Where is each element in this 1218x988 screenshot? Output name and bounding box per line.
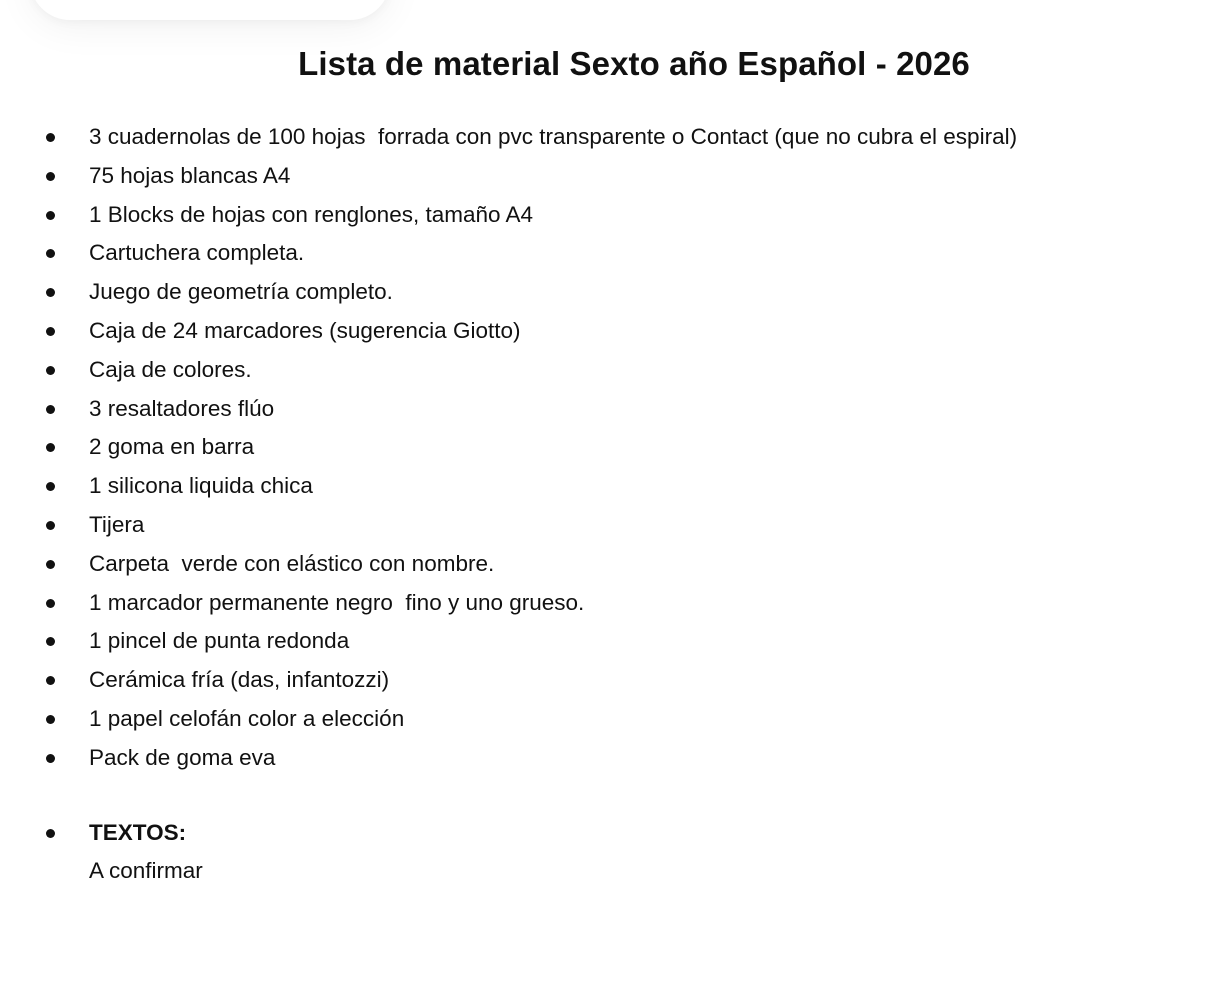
material-list (0, 118, 1218, 778)
page-title: Lista de material Sexto año Español - 2026 (298, 45, 970, 82)
bullet-icon (46, 288, 55, 297)
list-item-text: Cartuchera completa. (89, 240, 305, 266)
list-item (0, 545, 1218, 584)
list-item (0, 312, 1218, 351)
bullet-icon (46, 366, 55, 375)
bullet-icon (46, 521, 55, 530)
list-item-text: Tijera (89, 511, 145, 537)
list-item (0, 700, 1218, 739)
list-item-text: 3 cuadernolas de 100 hojas forrada con pvc transparente o Contact (que no cubra el espiral) (89, 124, 1018, 149)
list-item-text: Pack de goma eva (89, 744, 276, 770)
list-item (0, 351, 1218, 390)
bullet-icon (46, 676, 55, 685)
list-item-text: Cerámica fría (das, infantozzi) (89, 667, 390, 693)
textos-title: TEXTOS: (89, 820, 187, 845)
list-item (0, 428, 1218, 467)
list-item-text: Carpeta verde con elástico con nombre. (89, 550, 495, 576)
list-item-text: Juego de geometría completo. (89, 279, 393, 305)
bullet-icon (46, 133, 55, 142)
list-item-text: 75 hojas blancas A4 (89, 162, 291, 188)
list-item (0, 622, 1218, 661)
textos-body: A confirmar (89, 858, 203, 883)
bullet-icon (46, 249, 55, 258)
top-card-shadow (30, 0, 390, 20)
bullet-icon (46, 482, 55, 491)
list-item-text: 2 goma en barra (89, 434, 255, 460)
list-item (0, 739, 1218, 778)
list-item-text: 1 silicona liquida chica (89, 473, 313, 499)
list-item (0, 661, 1218, 700)
list-item (0, 506, 1218, 545)
textos-body-row (0, 852, 1218, 890)
bullet-icon (46, 327, 55, 336)
list-item-text: 1 papel celofán color a elección (89, 705, 405, 731)
bullet-icon (46, 211, 55, 220)
list-item-text: 1 marcador permanente negro fino y uno grueso. (89, 589, 585, 615)
list-item-text: 3 resaltadores flúo (89, 395, 275, 421)
bullet-icon (46, 599, 55, 608)
list-item (0, 584, 1218, 623)
list-item (0, 273, 1218, 312)
bullet-icon (46, 405, 55, 414)
bullet-icon (46, 829, 55, 838)
textos-section (0, 814, 1218, 890)
list-item-text: 1 pincel de punta redonda (89, 628, 350, 654)
list-item (0, 118, 1218, 157)
textos-heading-row (0, 814, 1218, 852)
bullet-icon (46, 560, 55, 569)
bullet-icon (46, 637, 55, 646)
list-item (0, 196, 1218, 235)
list-item (0, 467, 1218, 506)
list-item (0, 390, 1218, 429)
bullet-icon (46, 715, 55, 724)
bullet-icon (46, 443, 55, 452)
bullet-icon (46, 754, 55, 763)
bullet-icon (46, 172, 55, 181)
list-item-text: 1 Blocks de hojas con renglones, tamaño A4 (89, 201, 534, 227)
list-item-text: Caja de colores. (89, 356, 252, 382)
list-item (0, 157, 1218, 196)
list-item-text: Caja de 24 marcadores (sugerencia Giotto) (89, 317, 521, 343)
list-item (0, 234, 1218, 273)
